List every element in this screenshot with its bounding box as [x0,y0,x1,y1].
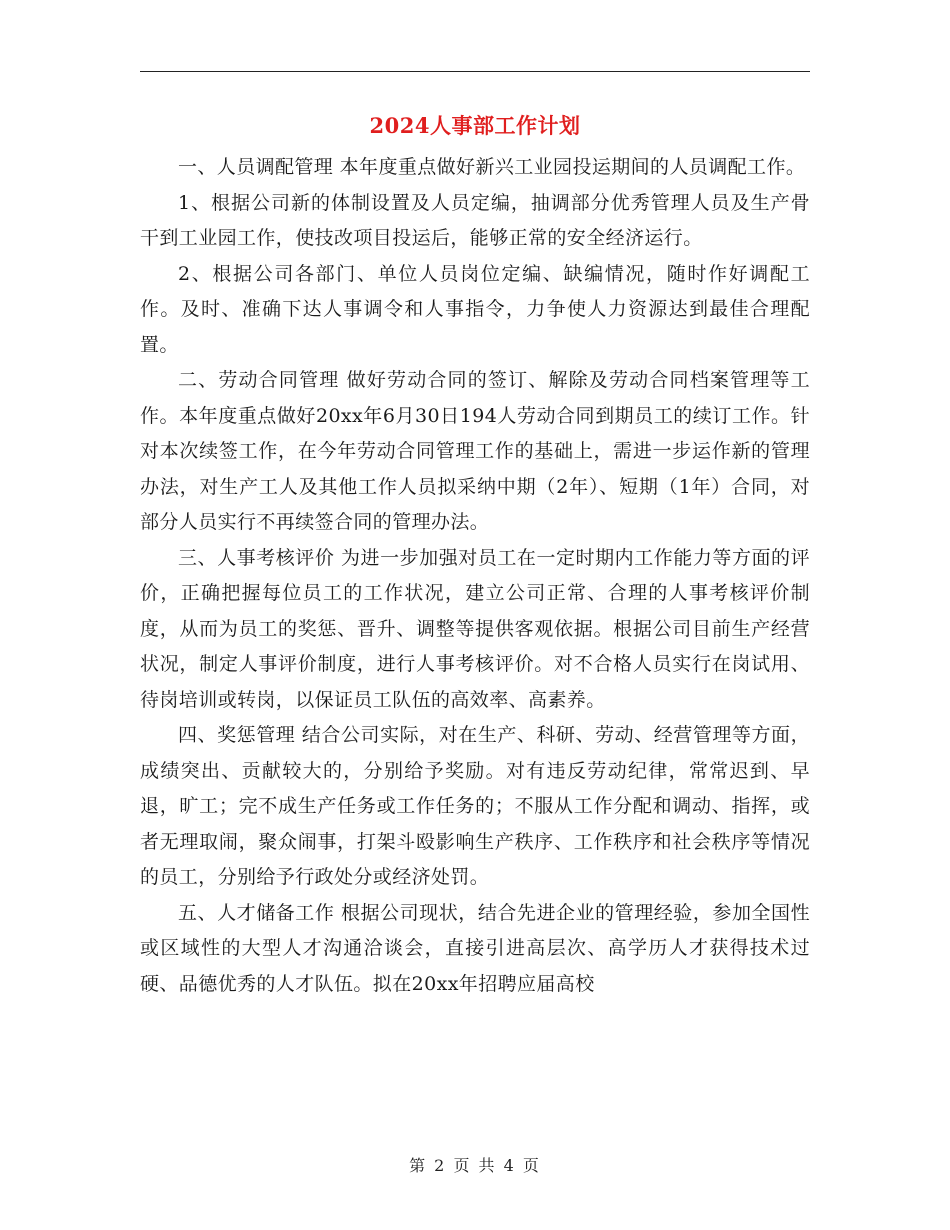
paragraph-labor-contract: 二、劳动合同管理 做好劳动合同的签订、解除及劳动合同档案管理等工作。本年度重点做好20xx年6月30日194人劳动合同到期员工的续订工作。针对本次续签工作，在今年劳动合同管理工作的基础上，需进一步运作新的管理办法，对生产工人及其他工作人员拟采纳中期（2年）、短期（1年）合同，对部分人员实行不再续签合同的管理办法。 [140,369,810,533]
document-body [140,150,810,1002]
paragraph-item-2: 2、根据公司各部门、单位人员岗位定编、缺编情况，随时作好调配工作。及时、准确下达人事调令和人事指令，力争使人力资源达到最佳合理配置。 [140,262,810,356]
paragraph-personnel-allocation: 一、人员调配管理 本年度重点做好新兴工业园投运期间的人员调配工作。 [178,156,806,178]
document-title: 2024人事部工作计划 [369,113,581,138]
paragraph-talent-reserve: 五、人才储备工作 根据公司现状，结合先进企业的管理经验，参加全国性或区域性的大型人才沟通洽谈会，直接引进高层次、高学历人才获得技术过硬、品德优秀的人才队伍。拟在20xx年招聘应届高校 [140,901,810,995]
paragraph-personnel-evaluation: 三、人事考核评价 为进一步加强对员工在一定时期内工作能力等方面的评价，正确把握每位员工的工作状况，建立公司正常、合理的人事考核评价制度，从而为员工的奖惩、晋升、调整等提供客观依据。根据公司目前生产经营状况，制定人事评价制度，进行人事考核评价。对不合格人员实行在岗试用、待岗培训或转岗，以保证员工队伍的高效率、高素养。 [140,546,810,711]
paragraph-item-1: 1、根据公司新的体制设置及人员定编，抽调部分优秀管理人员及生产骨干到工业园工作，使技改项目投运后，能够正常的安全经济运行。 [140,191,810,249]
page-number-footer: 第 2 页 共 4 页 [409,1156,541,1175]
paragraph-rewards-penalties: 四、奖惩管理 结合公司实际，对在生产、科研、劳动、经营管理等方面，成绩突出、贡献较大的，分别给予奖励。对有违反劳动纪律，常常迟到、早退，旷工；完不成生产任务或工作任务的；不服从工作分配和调动、指挥，或者无理取闹，聚众闹事，打架斗殴影响生产秩序、工作秩序和社会秩序等情况的员工，分别给予行政处分或经济处罚。 [140,724,810,888]
header-rule [140,71,810,72]
